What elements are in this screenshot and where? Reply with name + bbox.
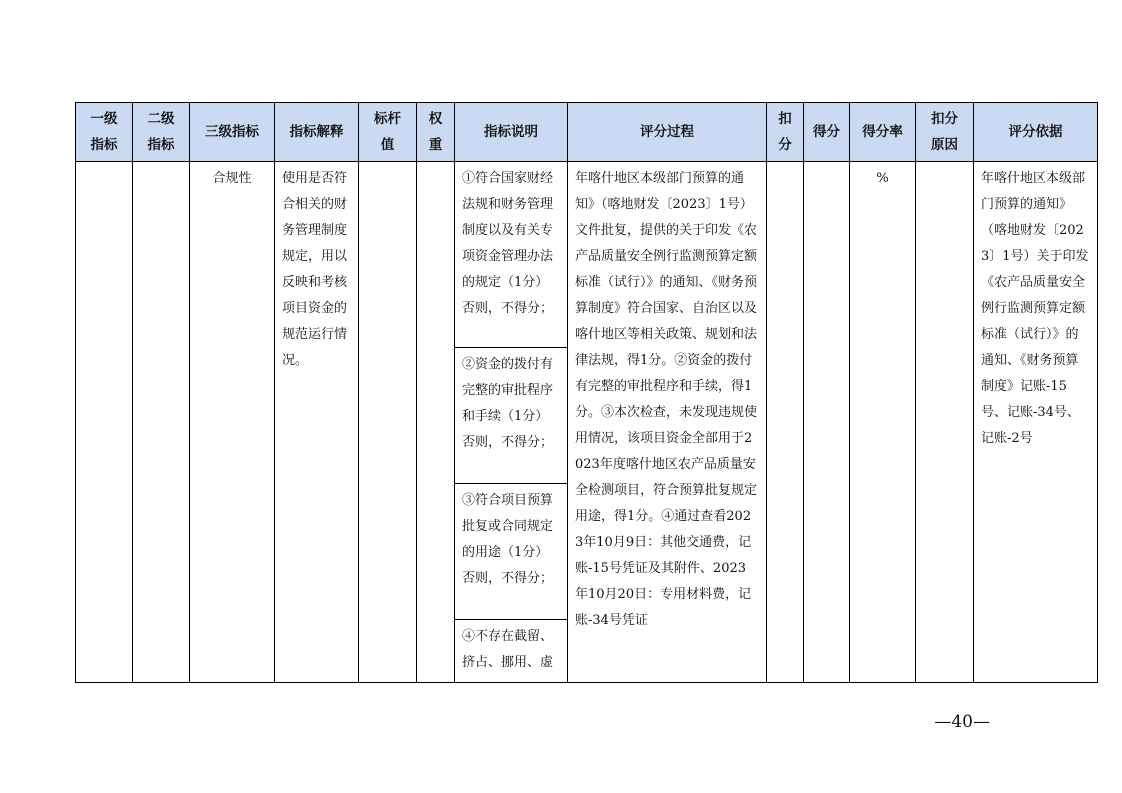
- cell-description-4: ④不存在截留、挤占、挪用、虚: [455, 620, 568, 683]
- cell-basis: 年喀什地区本级部门预算的通知》（喀地财发〔2023〕1号）关于印发《农产品质量安全例行监测预算定额标准（试行）》的通知、《财务预算制度》记账-15号、记账-34号、记账-2号: [974, 162, 1098, 683]
- header-score-rate: 得分率: [850, 103, 916, 162]
- page-number: —40—: [934, 712, 990, 732]
- cell-level3: 合规性: [190, 162, 275, 683]
- header-weight: 权 重: [417, 103, 455, 162]
- cell-level1: [76, 162, 133, 683]
- header-level3: 三级指标: [190, 103, 275, 162]
- cell-deduction-reason: [916, 162, 974, 683]
- cell-explanation: 使用是否符合相关的财务管理制度规定，用以反映和考核项目资金的规范运行情况。: [275, 162, 359, 683]
- header-row: [76, 103, 1098, 162]
- cell-deduction: [767, 162, 804, 683]
- cell-description-3: ③符合项目预算批复或合同规定的用途（1分）否则，不得分；: [455, 484, 568, 620]
- cell-description-2: ②资金的拨付有完整的审批程序和手续（1分）否则，不得分；: [455, 348, 568, 484]
- evaluation-table: [75, 102, 1098, 683]
- cell-description-1: ①符合国家财经法规和财务管理制度以及有关专项资金管理办法的规定（1分）否则，不得分；: [455, 162, 568, 348]
- header-deduction: 扣 分: [767, 103, 804, 162]
- header-level1: 一级 指标: [76, 103, 133, 162]
- cell-score: [804, 162, 850, 683]
- cell-level2: [133, 162, 190, 683]
- header-basis: 评分依据: [974, 103, 1098, 162]
- header-description: 指标说明: [455, 103, 568, 162]
- header-benchmark: 标杆 值: [359, 103, 417, 162]
- header-score: 得分: [804, 103, 850, 162]
- header-process: 评分过程: [568, 103, 767, 162]
- cell-weight: [417, 162, 455, 683]
- cell-score-rate: %: [850, 162, 916, 683]
- header-level2: 二级 指标: [133, 103, 190, 162]
- header-explanation: 指标解释: [275, 103, 359, 162]
- cell-process: 年喀什地区本级部门预算的通知》（喀地财发〔2023〕1号）文件批复，提供的关于印发《农产品质量安全例行监测预算定额标准（试行）》的通知、《财务预算制度》符合国家、自治区以及喀什地区等相关政策、规划和法律法规，得1分。②资金的拨付有完整的审批程序和手续，得1分。③本次检查，未发现违规使用情况，该项目资金全部用于2023年度喀什地区农产品质量安全检测项目，符合预算批复规定用途，得1分。④通过查看2023年10月9日：其他交通费，记账-15号凭证及其附件、2023年10月20日：专用材料费，记账-34号凭证: [568, 162, 767, 683]
- table-row: [76, 162, 1098, 348]
- cell-benchmark: [359, 162, 417, 683]
- header-deduction-reason: 扣分 原因: [916, 103, 974, 162]
